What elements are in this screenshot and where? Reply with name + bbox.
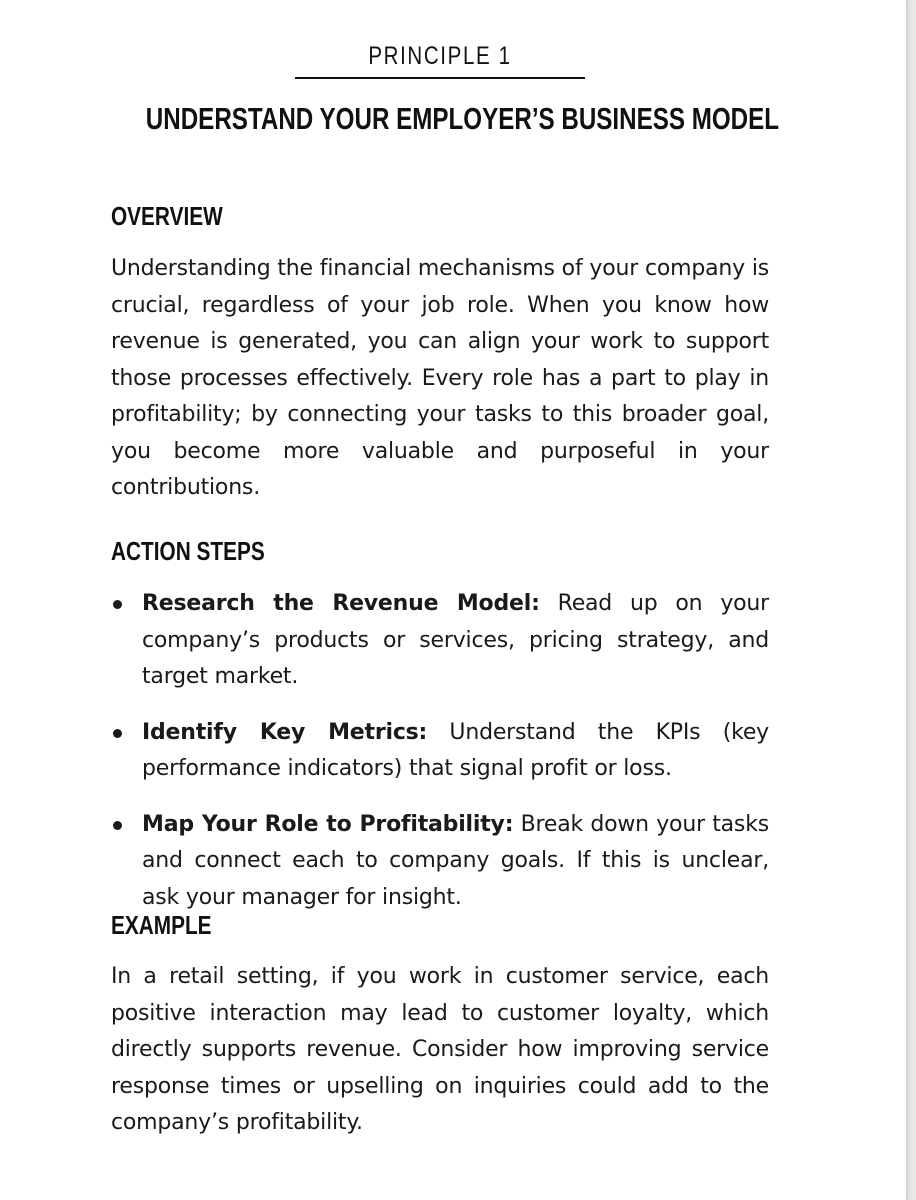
page-title: UNDERSTAND YOUR EMPLOYER’S BUSINESS MODEL: [145, 101, 780, 136]
bullet-icon: [113, 821, 122, 830]
step-text: Read up on your company’s products or services, pricing strategy, and target market.: [142, 591, 769, 689]
step-title: Map Your Role to Profitability:: [142, 811, 514, 837]
overview-body: Understanding the financial mechanisms of your company is crucial, regardless of your job role. When you know how revenue is generated, you can align your work to support those processes effectively. Every role has a part to play in profitability; by connecting your tasks to this broader goal, you become more valuable and purposeful in your contributions.: [111, 256, 769, 500]
step-text: Break down your tasks and connect each to company goals. If this is unclear, ask your manager for insight.: [142, 811, 769, 910]
step-title: Research the Revenue Model:: [142, 591, 540, 616]
action-step-item: [111, 807, 769, 917]
action-steps-list: [111, 586, 769, 935]
bullet-icon: [113, 600, 122, 609]
principle-underline: [295, 77, 585, 79]
principle-label: PRINCIPLE 1: [368, 42, 512, 70]
step-text: Understand the KPIs (key performance indicators) that signal profit or loss.: [142, 719, 769, 781]
action-step-item: [111, 715, 769, 788]
bullet-icon: [113, 729, 122, 738]
example-body: In a retail setting, if you work in customer service, each positive interaction may lead to customer loyalty, which directly supports revenue. Consider how improving service response times or upselling on inquiries could add to the company’s profitability.: [111, 964, 769, 1135]
action-steps-heading: ACTION STEPS: [111, 536, 265, 566]
overview-heading: OVERVIEW: [111, 201, 223, 231]
action-step-item: [111, 586, 769, 696]
example-heading: EXAMPLE: [111, 910, 212, 940]
step-title: Identify Key Metrics:: [142, 719, 428, 745]
